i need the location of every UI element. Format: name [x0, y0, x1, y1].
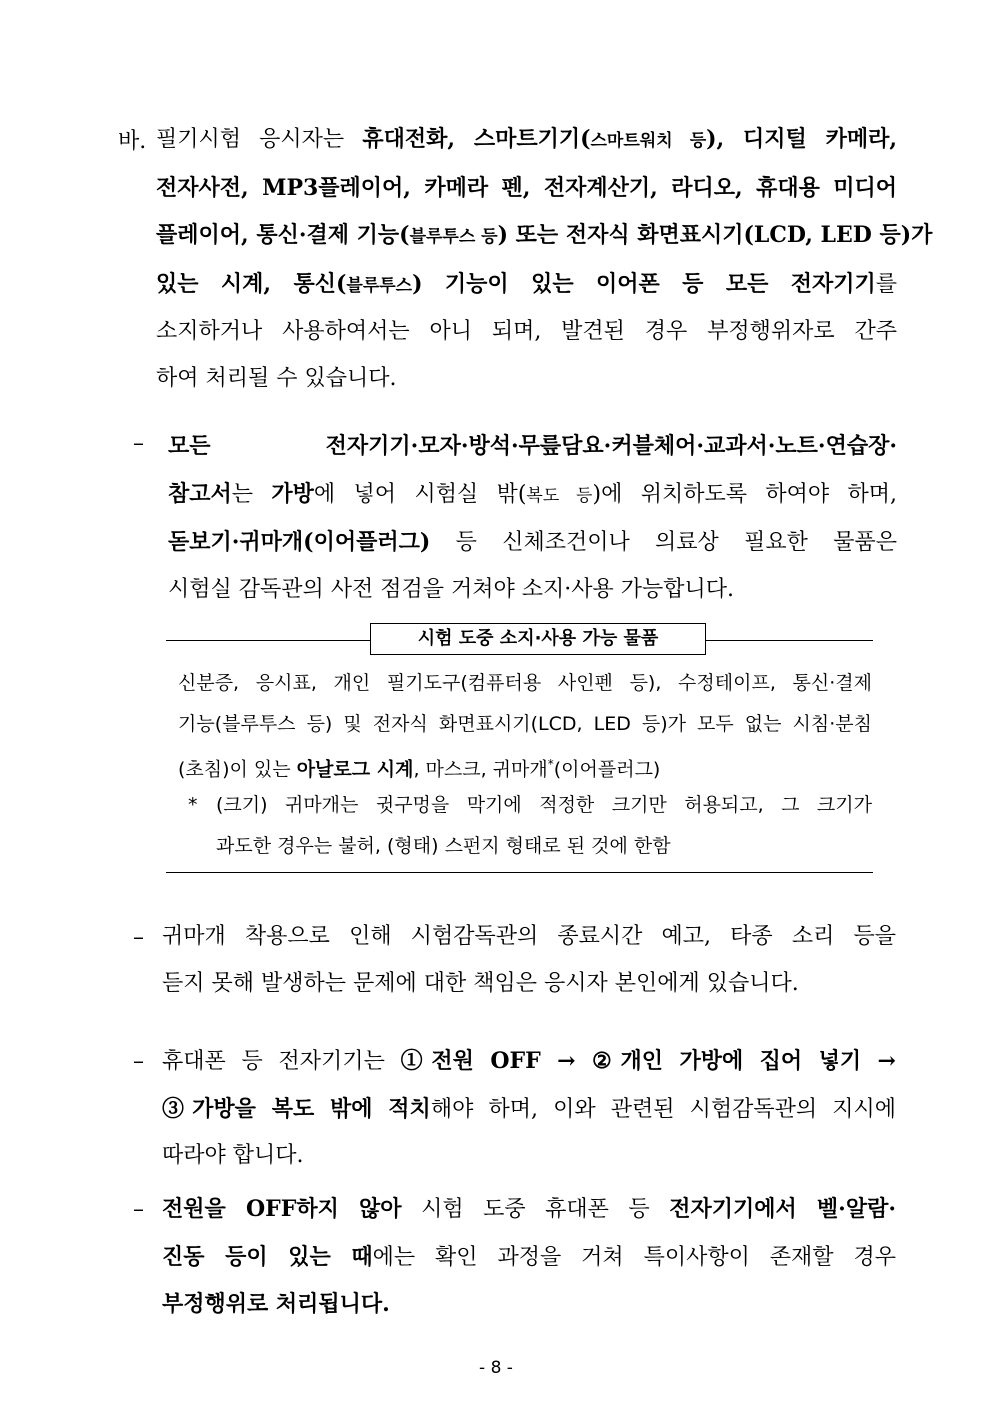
section-ba-line-5: 소지하거나 사용하여서는 아니 되며, 발견된 경우 부정행위자로 간주: [156, 319, 897, 344]
dash-3-line-2: ③가방을 복도 밖에 적치해야 하며, 이와 관련된 시험감독관의 지시에: [162, 1095, 897, 1122]
section-ba-line-6: 하여 처리될 수 있습니다.: [156, 365, 397, 391]
section-ba-line-3: 플레이어, 통신·결제 기능(블루투스 등) 또는 전자식 화면표시기(LCD, LED 등)가: [156, 222, 933, 248]
dash-2-line-2: 듣지 못해 발생하는 문제에 대한 책임은 응시자 본인에게 있습니다.: [162, 970, 799, 996]
section-ba-line-4: 있는 시계, 통신(블루투스) 기능이 있는 이어폰 등 모든 전자기기를: [156, 270, 897, 297]
box-line-1: 신분증, 응시표, 개인 필기도구(컴퓨터용 사인펜 등), 수정테이프, 통신·결제: [178, 672, 872, 694]
box-text: [178, 663, 872, 790]
dash-1-line-1: 모든 전자기기·모자·방석·무릎담요·커블체어·교과서·노트·연습장·: [168, 433, 897, 459]
section-marker-ba: 바.: [118, 129, 147, 154]
page-number: - 8 -: [479, 1358, 513, 1378]
dash-marker-2: –: [133, 925, 144, 950]
dash-3-paragraph: [162, 1038, 896, 1180]
dash-4-line-3: 부정행위로 처리됩니다.: [162, 1291, 390, 1317]
dash-marker-1: –: [133, 431, 144, 456]
box-note: [216, 785, 872, 867]
box-note-asterisk: *: [188, 794, 198, 816]
dash-2-paragraph: [162, 914, 896, 1007]
dash-3-line-1: 휴대폰 등 전자기기는 ①전원 OFF → ②개인 가방에 집어 넣기 →: [162, 1048, 896, 1074]
dash-1-paragraph: [168, 423, 897, 613]
dash-1-line-4: 시험실 감독관의 사전 점검을 거쳐야 소지·사용 가능합니다.: [168, 576, 734, 602]
box-note-line-1: (크기) 귀마개는 귓구멍을 막기에 적정한 크기만 허용되고, 그 크기가: [216, 794, 872, 816]
box-bottom-rule: [166, 872, 873, 873]
dash-1-line-2: 참고서는 가방에 넣어 시험실 밖(복도 등)에 위치하도록 하여야 하며,: [168, 480, 897, 507]
dash-3-line-3: 따라야 합니다.: [162, 1143, 304, 1168]
dash-4-line-1: 전원을 OFF하지 않아 시험 도중 휴대폰 등 전자기기에서 벨·알람·: [162, 1196, 896, 1222]
dash-4-line-2: 진동 등이 있는 때에는 확인 과정을 거쳐 특이사항이 존재할 경우: [162, 1243, 896, 1270]
dash-marker-4: –: [133, 1197, 144, 1222]
box-line-3: (초침)이 있는 아날로그 시계, 마스크, 귀마개*(이어플러그): [178, 757, 661, 781]
box-line-2: 기능(블루투스 등) 및 전자식 화면표시기(LCD, LED 등)가 모두 없는 시침·분침: [178, 712, 872, 735]
box-title: 시험 도중 소지·사용 가능 물품: [370, 623, 706, 655]
section-ba-line-1: 필기시험 응시자는 휴대전화, 스마트기기(스마트워치 등), 디지털 카메라,: [156, 126, 898, 152]
dash-1-line-3: 돋보기·귀마개(이어플러그) 등 신체조건이나 의료상 필요한 물품은: [168, 529, 897, 555]
dash-2-line-1: 귀마개 착용으로 인해 시험감독관의 종료시간 예고, 타종 소리 등을: [162, 924, 896, 949]
dash-marker-3: –: [133, 1049, 144, 1074]
section-ba-line-2: 전자사전, MP3플레이어, 카메라 펜, 전자계산기, 라디오, 휴대용 미디어: [156, 174, 897, 201]
box-note-line-2: 과도한 경우는 불허, (형태) 스펀지 형태로 된 것에 한함: [216, 835, 671, 857]
section-ba-paragraph: [156, 116, 933, 402]
dash-4-paragraph: [162, 1186, 896, 1329]
